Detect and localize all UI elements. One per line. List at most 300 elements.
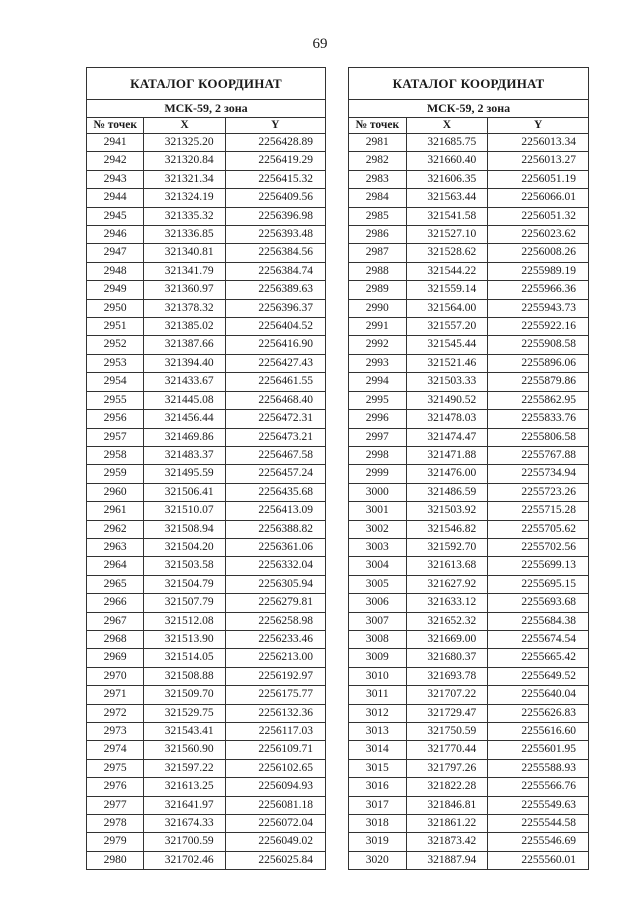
y-coordinate-cell: 2256305.94 — [225, 575, 325, 593]
y-coordinate-cell: 2256419.29 — [225, 152, 325, 170]
point-number-cell: 3006 — [349, 594, 407, 612]
table-row — [349, 612, 589, 630]
x-coordinate-cell: 321486.59 — [406, 483, 488, 501]
table-row — [349, 557, 589, 575]
x-coordinate-cell: 321641.97 — [144, 796, 225, 814]
x-coordinate-cell: 321514.05 — [144, 649, 225, 667]
point-number-cell: 3017 — [349, 796, 407, 814]
x-coordinate-cell: 321478.03 — [406, 410, 488, 428]
y-coordinate-cell: 2255715.28 — [488, 502, 589, 520]
y-coordinate-cell: 2255560.01 — [488, 851, 589, 869]
x-coordinate-cell: 321521.46 — [406, 354, 488, 372]
y-coordinate-cell: 2256428.89 — [225, 134, 325, 152]
table-row — [87, 723, 326, 741]
y-coordinate-cell: 2256213.00 — [225, 649, 325, 667]
y-coordinate-cell: 2255626.83 — [488, 704, 589, 722]
point-number-cell: 2956 — [87, 410, 144, 428]
y-coordinate-cell: 2256472.31 — [225, 410, 325, 428]
table-row — [349, 410, 589, 428]
point-number-cell: 3004 — [349, 557, 407, 575]
point-number-cell: 2983 — [349, 170, 407, 188]
point-number-cell: 3008 — [349, 630, 407, 648]
point-number-cell: 2969 — [87, 649, 144, 667]
y-coordinate-cell: 2256473.21 — [225, 428, 325, 446]
table-row — [349, 244, 589, 262]
point-number-cell: 3002 — [349, 520, 407, 538]
point-number-cell: 2941 — [87, 134, 144, 152]
y-coordinate-cell: 2256416.90 — [225, 336, 325, 354]
x-coordinate-cell: 321527.10 — [406, 226, 488, 244]
y-coordinate-cell: 2255943.73 — [488, 299, 589, 317]
y-coordinate-cell: 2256404.52 — [225, 318, 325, 336]
y-coordinate-cell: 2255674.54 — [488, 630, 589, 648]
x-coordinate-cell: 321394.40 — [144, 354, 225, 372]
x-coordinate-cell: 321680.37 — [406, 649, 488, 667]
y-coordinate-cell: 2256233.46 — [225, 630, 325, 648]
table-row — [87, 612, 326, 630]
x-coordinate-cell: 321861.22 — [406, 815, 488, 833]
x-coordinate-cell: 321770.44 — [406, 741, 488, 759]
point-number-cell: 3011 — [349, 686, 407, 704]
x-coordinate-cell: 321508.94 — [144, 520, 225, 538]
table-row — [349, 815, 589, 833]
y-coordinate-cell: 2256279.81 — [225, 594, 325, 612]
y-coordinate-cell: 2256384.56 — [225, 244, 325, 262]
y-coordinate-cell: 2256081.18 — [225, 796, 325, 814]
table-row — [87, 465, 326, 483]
point-number-cell: 2996 — [349, 410, 407, 428]
y-coordinate-cell: 2256109.71 — [225, 741, 325, 759]
x-coordinate-cell: 321846.81 — [406, 796, 488, 814]
table-row — [87, 207, 326, 225]
x-coordinate-cell: 321822.28 — [406, 778, 488, 796]
x-coordinate-cell: 321559.14 — [406, 281, 488, 299]
x-coordinate-cell: 321340.81 — [144, 244, 225, 262]
table-row — [349, 336, 589, 354]
y-coordinate-cell: 2256396.98 — [225, 207, 325, 225]
x-coordinate-cell: 321750.59 — [406, 723, 488, 741]
y-coordinate-cell: 2255734.94 — [488, 465, 589, 483]
y-coordinate-cell: 2255966.36 — [488, 281, 589, 299]
table-row — [349, 667, 589, 685]
x-coordinate-cell: 321490.52 — [406, 391, 488, 409]
y-coordinate-cell: 2255705.62 — [488, 520, 589, 538]
x-coordinate-cell: 321693.78 — [406, 667, 488, 685]
point-number-cell: 2946 — [87, 226, 144, 244]
table-row — [349, 741, 589, 759]
point-number-cell: 3010 — [349, 667, 407, 685]
y-coordinate-cell: 2256013.34 — [488, 134, 589, 152]
y-coordinate-cell: 2255723.26 — [488, 483, 589, 501]
catalog-title: КАТАЛОГ КООРДИНАТ — [349, 68, 589, 100]
x-coordinate-cell: 321613.68 — [406, 557, 488, 575]
y-coordinate-cell: 2255693.68 — [488, 594, 589, 612]
y-coordinate-cell: 2256332.04 — [225, 557, 325, 575]
y-coordinate-cell: 2256051.32 — [488, 207, 589, 225]
x-coordinate-cell: 321652.32 — [406, 612, 488, 630]
y-coordinate-cell: 2256409.56 — [225, 189, 325, 207]
y-coordinate-cell: 2256361.06 — [225, 538, 325, 556]
table-row — [87, 244, 326, 262]
point-number-cell: 3020 — [349, 851, 407, 869]
point-number-cell: 2963 — [87, 538, 144, 556]
x-coordinate-cell: 321456.44 — [144, 410, 225, 428]
table-row — [349, 373, 589, 391]
point-number-cell: 2962 — [87, 520, 144, 538]
y-coordinate-cell: 2255833.76 — [488, 410, 589, 428]
table-row — [349, 226, 589, 244]
table-row — [349, 520, 589, 538]
catalog-body-left — [87, 134, 326, 870]
y-coordinate-cell: 2255588.93 — [488, 759, 589, 777]
y-coordinate-cell: 2256258.98 — [225, 612, 325, 630]
y-coordinate-cell: 2256461.55 — [225, 373, 325, 391]
table-row — [349, 299, 589, 317]
x-coordinate-cell: 321506.41 — [144, 483, 225, 501]
point-number-cell: 2980 — [87, 851, 144, 869]
y-coordinate-cell: 2256023.62 — [488, 226, 589, 244]
point-number-cell: 2942 — [87, 152, 144, 170]
x-coordinate-cell: 321674.33 — [144, 815, 225, 833]
x-coordinate-cell: 321325.20 — [144, 134, 225, 152]
y-coordinate-cell: 2255544.58 — [488, 815, 589, 833]
x-coordinate-cell: 321495.59 — [144, 465, 225, 483]
column-header-point-number: № точек — [87, 118, 144, 134]
point-number-cell: 2958 — [87, 446, 144, 464]
x-coordinate-cell: 321471.88 — [406, 446, 488, 464]
y-coordinate-cell: 2255922.16 — [488, 318, 589, 336]
x-coordinate-cell: 321707.22 — [406, 686, 488, 704]
coordinate-catalog-left — [86, 67, 326, 870]
y-coordinate-cell: 2255989.19 — [488, 262, 589, 280]
y-coordinate-cell: 2256427.43 — [225, 354, 325, 372]
table-row — [87, 667, 326, 685]
point-number-cell: 2949 — [87, 281, 144, 299]
column-header-point-number: № точек — [349, 118, 407, 134]
point-number-cell: 2952 — [87, 336, 144, 354]
point-number-cell: 2971 — [87, 686, 144, 704]
point-number-cell: 2957 — [87, 428, 144, 446]
x-coordinate-cell: 321660.40 — [406, 152, 488, 170]
x-coordinate-cell: 321509.70 — [144, 686, 225, 704]
table-row — [87, 833, 326, 851]
x-coordinate-cell: 321503.92 — [406, 502, 488, 520]
table-row — [349, 354, 589, 372]
table-row — [87, 354, 326, 372]
table-row — [87, 704, 326, 722]
table-row — [87, 391, 326, 409]
point-number-cell: 2990 — [349, 299, 407, 317]
point-number-cell: 2977 — [87, 796, 144, 814]
point-number-cell: 2954 — [87, 373, 144, 391]
table-row — [349, 538, 589, 556]
y-coordinate-cell: 2255640.04 — [488, 686, 589, 704]
table-row — [87, 502, 326, 520]
table-row — [87, 262, 326, 280]
x-coordinate-cell: 321508.88 — [144, 667, 225, 685]
table-row — [87, 318, 326, 336]
x-coordinate-cell: 321445.08 — [144, 391, 225, 409]
y-coordinate-cell: 2255806.58 — [488, 428, 589, 446]
point-number-cell: 2959 — [87, 465, 144, 483]
point-number-cell: 2948 — [87, 262, 144, 280]
y-coordinate-cell: 2255896.06 — [488, 354, 589, 372]
x-coordinate-cell: 321887.94 — [406, 851, 488, 869]
point-number-cell: 2988 — [349, 262, 407, 280]
point-number-cell: 2999 — [349, 465, 407, 483]
page-number: 69 — [312, 36, 328, 52]
x-coordinate-cell: 321335.32 — [144, 207, 225, 225]
x-coordinate-cell: 321563.44 — [406, 189, 488, 207]
point-number-cell: 2981 — [349, 134, 407, 152]
table-row — [349, 152, 589, 170]
y-coordinate-cell: 2256388.82 — [225, 520, 325, 538]
point-number-cell: 3005 — [349, 575, 407, 593]
table-row — [349, 483, 589, 501]
point-number-cell: 3019 — [349, 833, 407, 851]
y-coordinate-cell: 2256175.77 — [225, 686, 325, 704]
table-row — [349, 851, 589, 869]
table-row — [87, 446, 326, 464]
x-coordinate-cell: 321564.00 — [406, 299, 488, 317]
y-coordinate-cell: 2255767.88 — [488, 446, 589, 464]
column-header-x: X — [144, 118, 225, 134]
table-row — [349, 446, 589, 464]
x-coordinate-cell: 321483.37 — [144, 446, 225, 464]
column-header-x: X — [406, 118, 488, 134]
x-coordinate-cell: 321503.58 — [144, 557, 225, 575]
table-row — [349, 704, 589, 722]
x-coordinate-cell: 321528.62 — [406, 244, 488, 262]
x-coordinate-cell: 321433.67 — [144, 373, 225, 391]
point-number-cell: 2951 — [87, 318, 144, 336]
point-number-cell: 2992 — [349, 336, 407, 354]
x-coordinate-cell: 321560.90 — [144, 741, 225, 759]
table-row — [349, 207, 589, 225]
catalog-body-right — [349, 134, 589, 870]
table-row — [87, 134, 326, 152]
x-coordinate-cell: 321702.46 — [144, 851, 225, 869]
point-number-cell: 2987 — [349, 244, 407, 262]
table-row — [87, 226, 326, 244]
y-coordinate-cell: 2256066.01 — [488, 189, 589, 207]
table-row — [349, 170, 589, 188]
x-coordinate-cell: 321700.59 — [144, 833, 225, 851]
y-coordinate-cell: 2255879.86 — [488, 373, 589, 391]
point-number-cell: 2991 — [349, 318, 407, 336]
x-coordinate-cell: 321336.85 — [144, 226, 225, 244]
y-coordinate-cell: 2256102.65 — [225, 759, 325, 777]
y-coordinate-cell: 2256467.58 — [225, 446, 325, 464]
x-coordinate-cell: 321378.32 — [144, 299, 225, 317]
table-row — [349, 391, 589, 409]
column-header-y: Y — [225, 118, 325, 134]
x-coordinate-cell: 321797.26 — [406, 759, 488, 777]
y-coordinate-cell: 2255862.95 — [488, 391, 589, 409]
point-number-cell: 2960 — [87, 483, 144, 501]
catalog-title: КАТАЛОГ КООРДИНАТ — [87, 68, 326, 100]
y-coordinate-cell: 2256117.03 — [225, 723, 325, 741]
table-row — [87, 483, 326, 501]
x-coordinate-cell: 321543.41 — [144, 723, 225, 741]
column-header-y: Y — [488, 118, 589, 134]
x-coordinate-cell: 321504.79 — [144, 575, 225, 593]
point-number-cell: 2968 — [87, 630, 144, 648]
point-number-cell: 2978 — [87, 815, 144, 833]
y-coordinate-cell: 2256025.84 — [225, 851, 325, 869]
x-coordinate-cell: 321474.47 — [406, 428, 488, 446]
point-number-cell: 3001 — [349, 502, 407, 520]
table-row — [349, 189, 589, 207]
table-row — [87, 336, 326, 354]
table-row — [87, 796, 326, 814]
y-coordinate-cell: 2256413.09 — [225, 502, 325, 520]
x-coordinate-cell: 321685.75 — [406, 134, 488, 152]
point-number-cell: 3015 — [349, 759, 407, 777]
y-coordinate-cell: 2256013.27 — [488, 152, 589, 170]
y-coordinate-cell: 2255684.38 — [488, 612, 589, 630]
point-number-cell: 2982 — [349, 152, 407, 170]
table-row — [349, 318, 589, 336]
table-row — [87, 538, 326, 556]
table-row — [349, 686, 589, 704]
x-coordinate-cell: 321545.44 — [406, 336, 488, 354]
y-coordinate-cell: 2255549.63 — [488, 796, 589, 814]
y-coordinate-cell: 2256051.19 — [488, 170, 589, 188]
x-coordinate-cell: 321613.25 — [144, 778, 225, 796]
catalog-zone: МСК-59, 2 зона — [349, 100, 589, 118]
point-number-cell: 3018 — [349, 815, 407, 833]
y-coordinate-cell: 2256415.32 — [225, 170, 325, 188]
table-row — [87, 373, 326, 391]
table-row — [87, 815, 326, 833]
point-number-cell: 2955 — [87, 391, 144, 409]
point-number-cell: 2979 — [87, 833, 144, 851]
point-number-cell: 2972 — [87, 704, 144, 722]
y-coordinate-cell: 2255908.58 — [488, 336, 589, 354]
y-coordinate-cell: 2255702.56 — [488, 538, 589, 556]
point-number-cell: 2970 — [87, 667, 144, 685]
x-coordinate-cell: 321873.42 — [406, 833, 488, 851]
point-number-cell: 2997 — [349, 428, 407, 446]
point-number-cell: 2947 — [87, 244, 144, 262]
table-row — [87, 299, 326, 317]
y-coordinate-cell: 2255695.15 — [488, 575, 589, 593]
y-coordinate-cell: 2255616.60 — [488, 723, 589, 741]
point-number-cell: 2974 — [87, 741, 144, 759]
table-row — [349, 575, 589, 593]
table-row — [87, 575, 326, 593]
y-coordinate-cell: 2256094.93 — [225, 778, 325, 796]
point-number-cell: 2961 — [87, 502, 144, 520]
point-number-cell: 2966 — [87, 594, 144, 612]
y-coordinate-cell: 2256049.02 — [225, 833, 325, 851]
y-coordinate-cell: 2256396.37 — [225, 299, 325, 317]
point-number-cell: 2993 — [349, 354, 407, 372]
x-coordinate-cell: 321546.82 — [406, 520, 488, 538]
x-coordinate-cell: 321360.97 — [144, 281, 225, 299]
point-number-cell: 2964 — [87, 557, 144, 575]
x-coordinate-cell: 321324.19 — [144, 189, 225, 207]
point-number-cell: 2944 — [87, 189, 144, 207]
table-row — [87, 630, 326, 648]
x-coordinate-cell: 321320.84 — [144, 152, 225, 170]
y-coordinate-cell: 2255649.52 — [488, 667, 589, 685]
table-row — [87, 741, 326, 759]
table-row — [349, 262, 589, 280]
point-number-cell: 3009 — [349, 649, 407, 667]
point-number-cell: 2943 — [87, 170, 144, 188]
x-coordinate-cell: 321606.35 — [406, 170, 488, 188]
table-row — [87, 520, 326, 538]
y-coordinate-cell: 2256457.24 — [225, 465, 325, 483]
y-coordinate-cell: 2256435.68 — [225, 483, 325, 501]
x-coordinate-cell: 321507.79 — [144, 594, 225, 612]
x-coordinate-cell: 321504.20 — [144, 538, 225, 556]
y-coordinate-cell: 2255665.42 — [488, 649, 589, 667]
point-number-cell: 3007 — [349, 612, 407, 630]
x-coordinate-cell: 321503.33 — [406, 373, 488, 391]
point-number-cell: 3003 — [349, 538, 407, 556]
point-number-cell: 2985 — [349, 207, 407, 225]
table-row — [349, 594, 589, 612]
x-coordinate-cell: 321669.00 — [406, 630, 488, 648]
table-row — [87, 428, 326, 446]
point-number-cell: 3016 — [349, 778, 407, 796]
table-row — [87, 170, 326, 188]
point-number-cell: 2984 — [349, 189, 407, 207]
x-coordinate-cell: 321544.22 — [406, 262, 488, 280]
table-row — [87, 152, 326, 170]
table-row — [349, 134, 589, 152]
point-number-cell: 3014 — [349, 741, 407, 759]
point-number-cell: 2953 — [87, 354, 144, 372]
catalog-zone: МСК-59, 2 зона — [87, 100, 326, 118]
table-row — [349, 428, 589, 446]
x-coordinate-cell: 321387.66 — [144, 336, 225, 354]
x-coordinate-cell: 321633.12 — [406, 594, 488, 612]
point-number-cell: 2995 — [349, 391, 407, 409]
table-row — [349, 281, 589, 299]
point-number-cell: 2986 — [349, 226, 407, 244]
x-coordinate-cell: 321529.75 — [144, 704, 225, 722]
y-coordinate-cell: 2256072.04 — [225, 815, 325, 833]
y-coordinate-cell: 2255699.13 — [488, 557, 589, 575]
table-row — [87, 851, 326, 869]
x-coordinate-cell: 321541.58 — [406, 207, 488, 225]
x-coordinate-cell: 321512.08 — [144, 612, 225, 630]
table-row — [87, 778, 326, 796]
x-coordinate-cell: 321510.07 — [144, 502, 225, 520]
y-coordinate-cell: 2256393.48 — [225, 226, 325, 244]
y-coordinate-cell: 2255566.76 — [488, 778, 589, 796]
x-coordinate-cell: 321513.90 — [144, 630, 225, 648]
point-number-cell: 2967 — [87, 612, 144, 630]
table-row — [87, 594, 326, 612]
x-coordinate-cell: 321557.20 — [406, 318, 488, 336]
point-number-cell: 3012 — [349, 704, 407, 722]
table-row — [87, 281, 326, 299]
table-row — [349, 778, 589, 796]
x-coordinate-cell: 321385.02 — [144, 318, 225, 336]
point-number-cell: 2950 — [87, 299, 144, 317]
table-row — [87, 649, 326, 667]
point-number-cell: 2965 — [87, 575, 144, 593]
table-row — [87, 759, 326, 777]
y-coordinate-cell: 2255601.95 — [488, 741, 589, 759]
table-row — [87, 189, 326, 207]
x-coordinate-cell: 321592.70 — [406, 538, 488, 556]
